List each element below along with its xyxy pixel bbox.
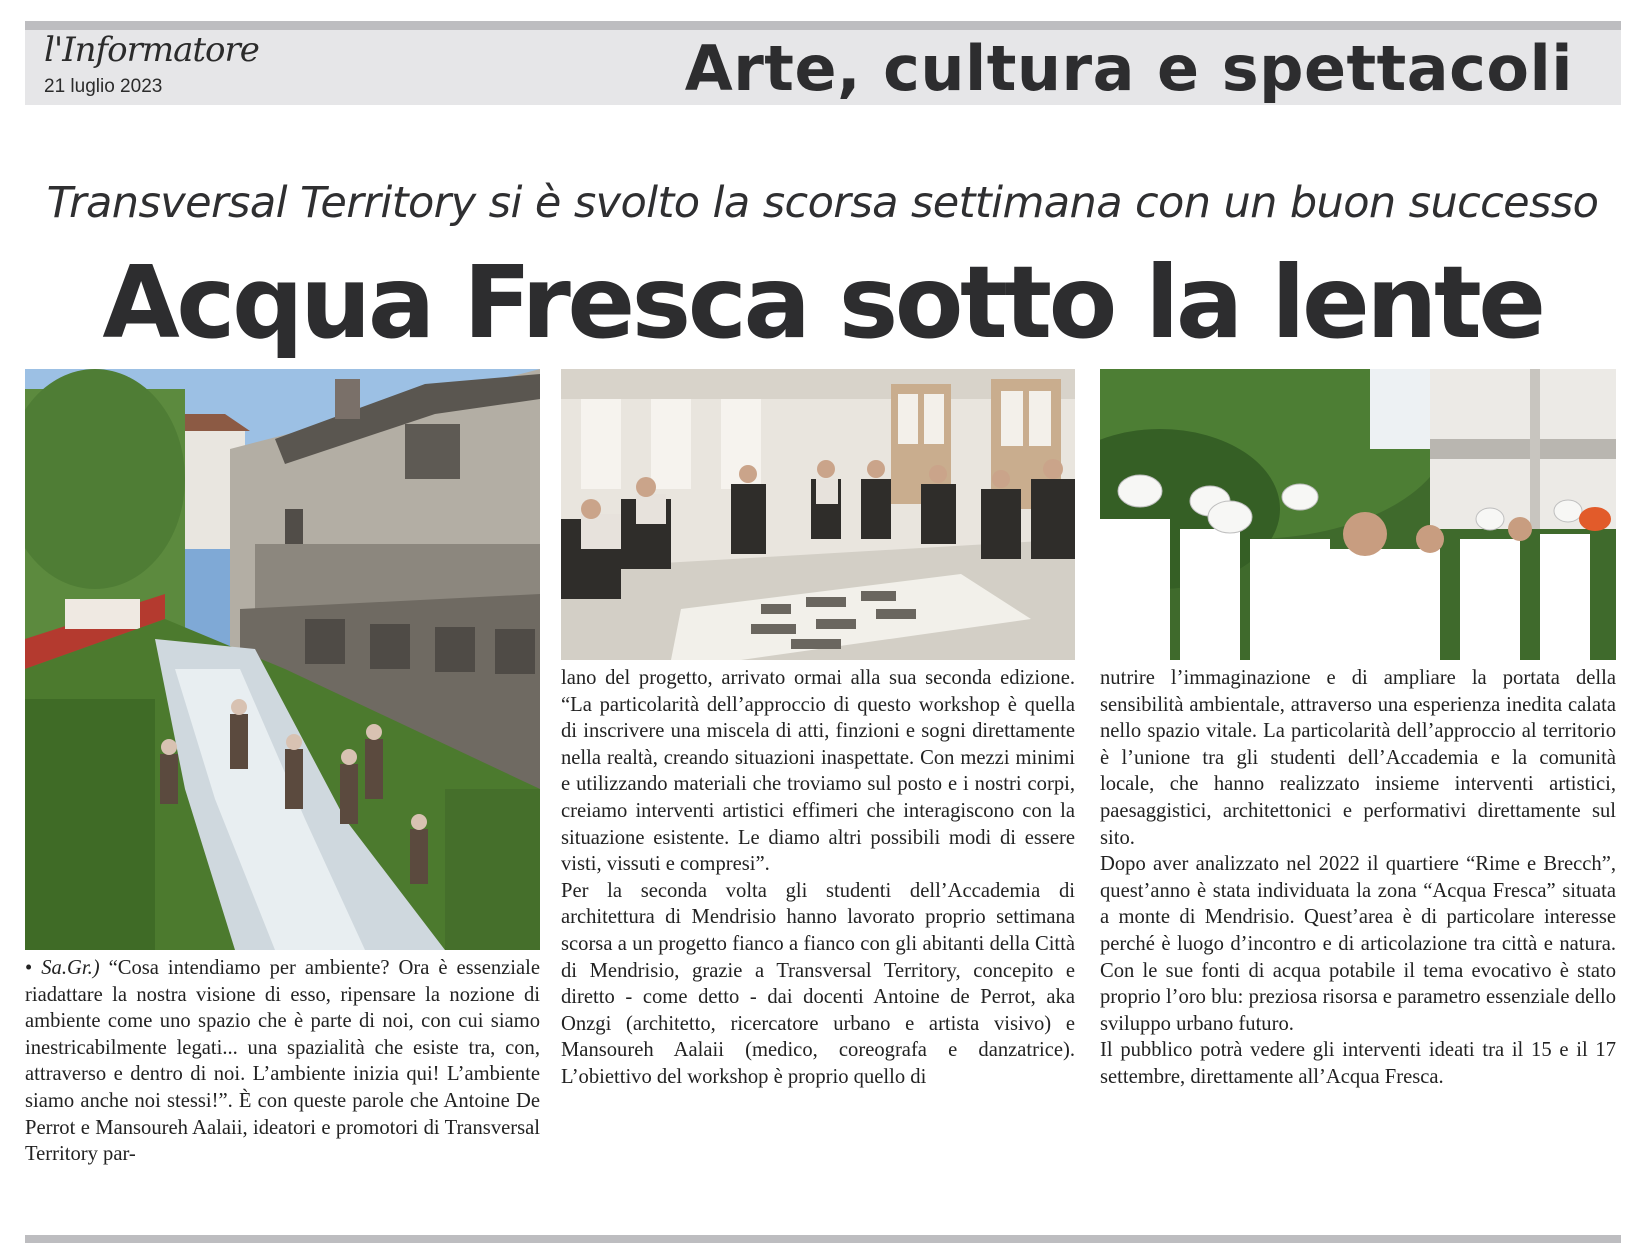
article-paragraph: Dopo aver analizzato nel 2022 il quartiere “Rime e Brecch”, quest’anno è stata individuata la zona “Acqua Fresca” situata a monte di Mendrisio. Quest’area è di particolare interesse perché è luogo d’incontro e di articolazione tra città e natura. Con le sue fonti di acqua potabile il tema evocativo è stato proprio l’oro blu: preziosa risorsa e parametro essenziale dello sviluppo urbano futuro. (1100, 853, 1616, 1035)
section-title: Arte, cultura e spettacoli (684, 32, 1573, 105)
photo-stream-workshop (25, 369, 540, 950)
article-paragraph: lano del progetto, arrivato ormai alla sua seconda edizione. “La particolarità dell’approccio di questo workshop è quella di inscrivere una miscela di atti, finzioni e sogni direttamente nella realtà, creando situazioni inaspettate. Con mezzi minimi e utilizzando materiali che troviamo sul posto e i nostri corpi, creiamo interventi artistici effimeri che interagiscono con la situazione esistente. Le diamo altri possibili modi di essere visti, vissuti e compresi”. (561, 667, 1075, 876)
article-paragraph (25, 955, 540, 1168)
article-column-1 (25, 955, 540, 1168)
paragraph-text: “Cosa intendiamo per ambiente? Ora è essenziale riadattare la nostra visione di esso, ripensare la nozione di ambiente come uno spazio che è parte di noi, con cui siamo inestricabilmente legati... una spazialità che esiste tra, con, attraverso e dentro di noi. L’ambiente inizia qui! L’ambiente siamo anche noi stessi!”. È con queste parole che Antoine De Perrot e Mansoureh Aalaii, ideatori e promotori di Transversal Territory par- (25, 957, 540, 1166)
photo-site-visit (1100, 369, 1616, 660)
article-paragraph: Per la seconda volta gli studenti dell’Accademia di architettura di Mendrisio hanno lavorato proprio settimana scorsa a un progetto fianco a fianco con gli abitanti della Città di Mendrisio, grazie a Transversal Territory, concepito e diretto - come detto - dai docenti Antoine de Perrot, aka Onzgi (architetto, ricercatore urbano e artista visivo) e Mansoureh Aalaii (medico, coreografa e danzatrice). L’obiettivo del workshop è proprio quello di (561, 879, 1075, 1088)
article-headline: Acqua Fresca sotto la lente (102, 244, 1543, 361)
author-byline: Sa.Gr.) (41, 957, 100, 979)
article-paragraph: nutrire l’immaginazione e di ampliare la portata della sensibilità ambientale, attraverso una esperienza inedita calata nello spazio vitale. La particolarità dell’approccio al territorio è l’unione tra gli studenti dell’Accademia e la comunità locale, che hanno realizzato insieme interventi artistici, paesaggistici, architettonici e performativi direttamente sul sito. (1100, 667, 1616, 849)
issue-date: 21 luglio 2023 (44, 76, 163, 97)
article-kicker: Transversal Territory si è svolto la scorsa settimana con un buon successo (46, 178, 1599, 228)
footer-bar (25, 1235, 1621, 1243)
bullet: • (25, 957, 33, 979)
article-column-3 (1100, 665, 1616, 1091)
newspaper-logo: l'Informatore (44, 30, 259, 70)
article-paragraph: Il pubblico potrà vedere gli interventi ideati tra il 15 e il 17 settembre, direttamente all’Acqua Fresca. (1100, 1039, 1616, 1088)
article-column-2 (561, 665, 1075, 1091)
photo-indoor-workshop (561, 369, 1075, 660)
